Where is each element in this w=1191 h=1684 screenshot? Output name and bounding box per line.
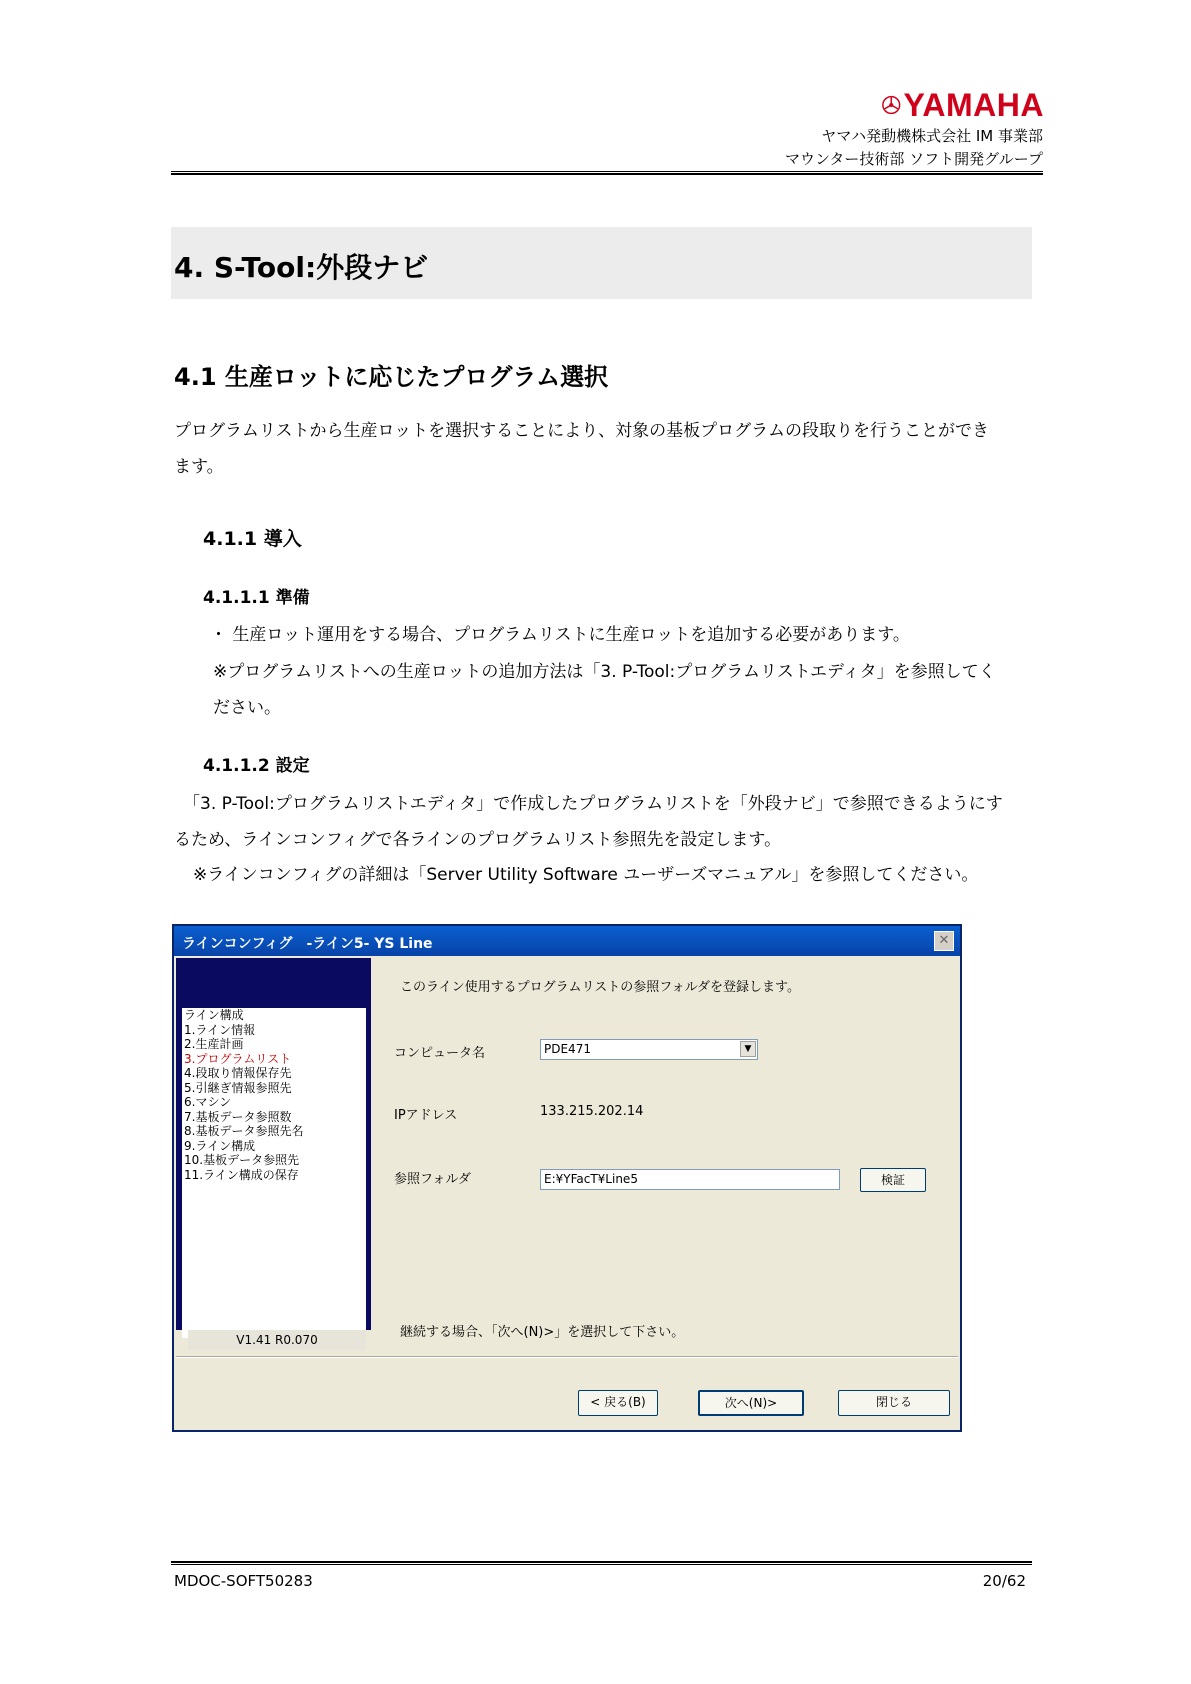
prep-note-line-1: ※プログラムリストへの生産ロットの追加方法は「3. P-Tool:プログラムリストエディタ」を参照してく [213,662,996,682]
line-config-dialog [172,924,962,1432]
computer-name-combo[interactable] [540,1039,758,1060]
button-row-divider [176,1356,958,1358]
tuning-fork-logo-icon [882,89,901,121]
ip-address-value: 133.215.202.14 [540,1104,644,1119]
close-icon[interactable]: ✕ [934,931,954,951]
section-heading: 4.1 生産ロットに応じたプログラム選択 [174,363,609,391]
step-list-item[interactable]: 4.段取り情報保存先 [184,1066,292,1080]
document-id: MDOC-SOFT50283 [174,1572,313,1590]
reference-folder-input[interactable]: E:¥YFacT¥Line5 [540,1169,840,1190]
prep-heading: 4.1.1.1 準備 [203,588,310,608]
brand-name: YAMAHA [903,87,1044,123]
dialog-title: ラインコンフィグ -ライン5- YS Line [182,936,433,952]
version-label: V1.41 R0.070 [188,1330,366,1350]
footer-divider [171,1561,1032,1565]
settings-line-1: 「3. P-Tool:プログラムリストエディタ」で作成したプログラムリストを「外段ナビ」で参照できるようにす [183,794,1003,814]
step-list-item[interactable]: 8.基板データ参照先名 [184,1124,304,1138]
settings-line-3: ※ラインコンフィグの詳細は「Server Utility Software ユーザーズマニュアル」を参照してください。 [193,865,979,885]
step-list-item[interactable]: 10.基板データ参照先 [184,1153,300,1167]
step-list-item[interactable]: 5.引継ぎ情報参照先 [184,1080,292,1095]
back-button[interactable]: < 戻る(B) [578,1390,658,1416]
step-list-item[interactable]: 3.プログラムリスト [184,1051,292,1066]
page-number: 20/62 [982,1572,1026,1590]
close-button[interactable]: 閉じる [838,1390,950,1416]
continue-instruction: 継続する場合、「次へ(N)>」を選択して下さい。 [400,1325,685,1340]
header-divider [171,171,1043,175]
step-list-item[interactable]: ライン構成 [184,1008,244,1022]
intro-line-2: ます。 [174,457,224,477]
computer-name-label: コンピュータ名 [394,1046,486,1061]
ip-address-label: IPアドレス [394,1108,458,1123]
chapter-title: 4. S-Tool:外段ナビ [174,251,429,284]
step-list-item[interactable]: 9.ライン構成 [184,1138,256,1153]
dialog-titlebar [174,926,960,956]
step-list-item[interactable]: 11.ライン構成の保存 [184,1167,299,1182]
step-list-item[interactable]: 1.ライン情報 [184,1022,256,1037]
prep-bullet: ・ 生産ロット運用をする場合、プログラムリストに生産ロットを追加する必要があります。 [210,625,910,645]
intro-line-1: プログラムリストから生産ロットを選択することにより、対象の基板プログラムの段取りを行うことができ [174,421,989,441]
yamaha-logo [882,86,1044,124]
step-list-item[interactable]: 7.基板データ参照数 [184,1109,292,1124]
step-list-item[interactable]: 6.マシン [184,1095,232,1109]
step-list [182,1008,366,1338]
computer-name-value: PDE471 [544,1042,591,1056]
department-name: マウンター技術部 ソフト開発グループ [785,150,1043,168]
next-button[interactable]: 次へ(N)> [698,1390,804,1416]
step-list-item[interactable]: 2.生産計画 [184,1037,244,1051]
verify-button[interactable]: 検証 [860,1168,926,1192]
chevron-down-icon[interactable]: ▼ [740,1041,756,1057]
prep-note-line-2: ださい。 [213,698,281,718]
instruction-text: このライン使用するプログラムリストの参照フォルダを登録します。 [400,980,801,995]
settings-heading: 4.1.1.2 設定 [203,756,310,776]
settings-line-2: るため、ラインコンフィグで各ラインのプログラムリスト参照先を設定します。 [174,830,782,850]
company-name: ヤマハ発動機株式会社 IM 事業部 [821,127,1043,145]
reference-folder-label: 参照フォルダ [394,1172,471,1187]
subsection-heading: 4.1.1 導入 [203,528,302,550]
